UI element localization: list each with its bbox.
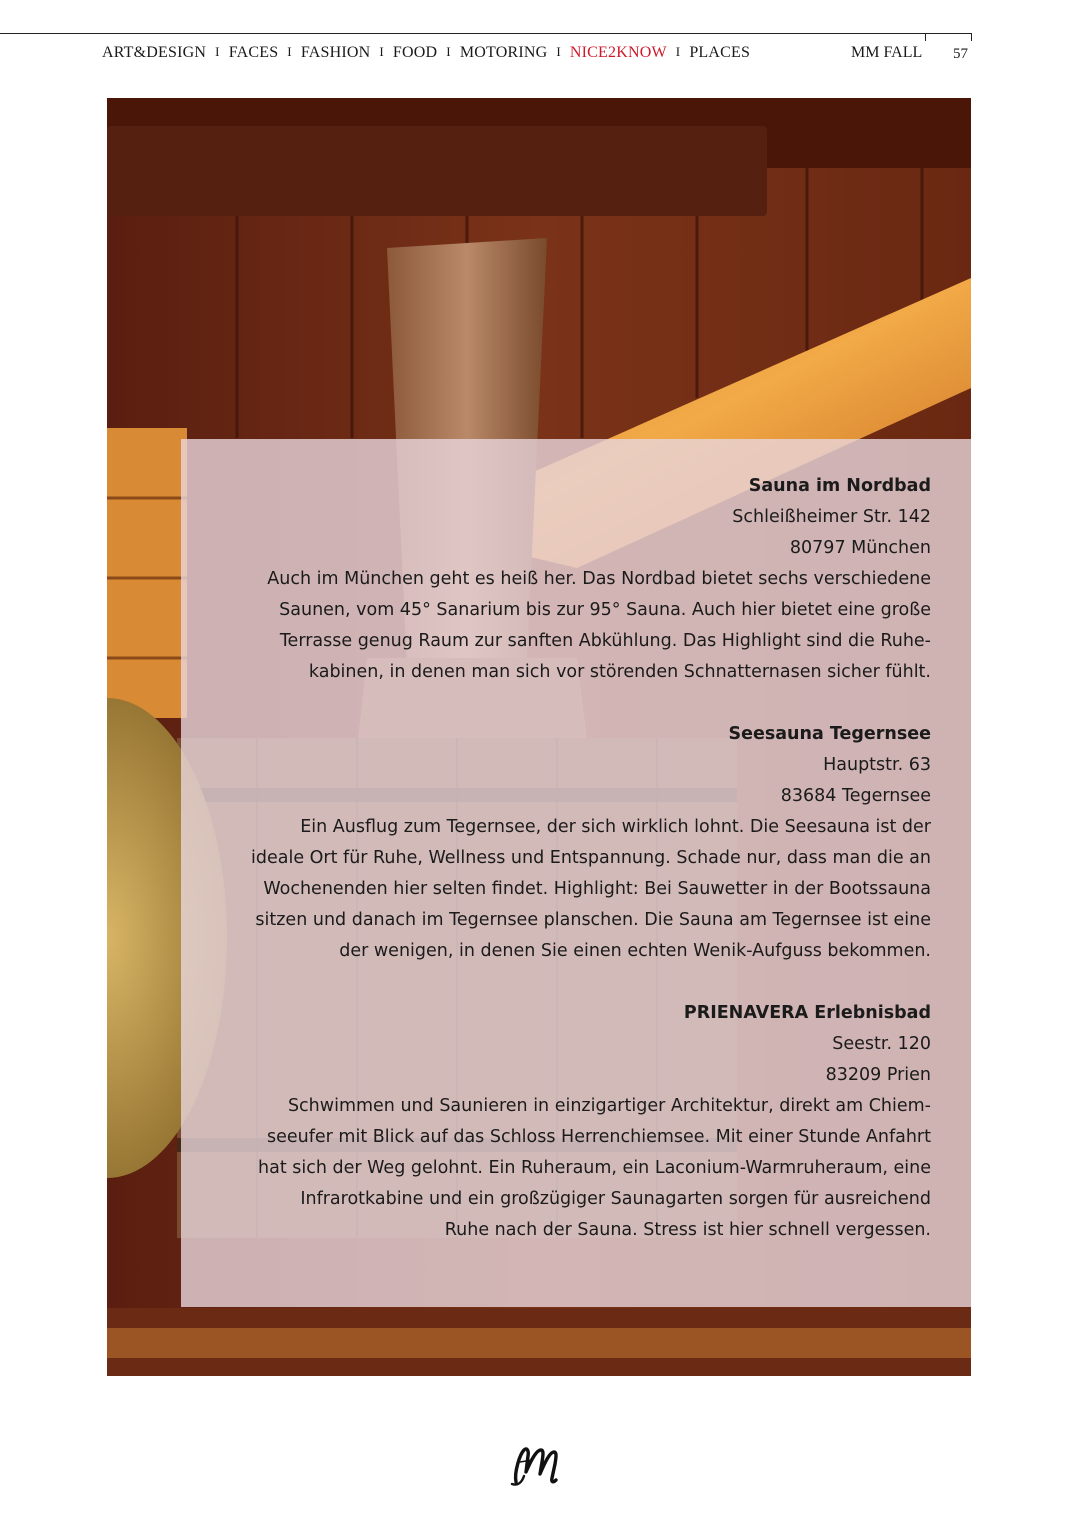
entry-name: PRIENAVERA Erlebnisbad	[683, 1003, 931, 1023]
nav-item-food[interactable]: FOOD	[392, 44, 438, 61]
page-number: 57	[953, 46, 968, 62]
entry-description-line: der wenigen, in denen Sie einen echten Wenik-Aufguss bekommen.	[339, 941, 931, 961]
entry-city: 80797 München	[789, 538, 931, 558]
issue-label: MM FALL	[851, 44, 923, 61]
nav-item-fashion[interactable]: FASHION	[300, 44, 371, 61]
entry-description-line: Ein Ausflug zum Tegernsee, der sich wirklich lohnt. Die Seesauna ist der	[300, 817, 931, 837]
header-rule-tick	[971, 33, 972, 41]
entry-street: Seestr. 120	[832, 1034, 931, 1054]
entry-street: Schleißheimer Str. 142	[732, 507, 931, 527]
entry-description-line: Saunen, vom 45° Sanarium bis zur 95° Sauna. Auch hier bietet eine große	[279, 600, 931, 620]
nav-item-nice2know[interactable]: NICE2KNOW	[569, 44, 667, 61]
nav-separator: I	[287, 44, 292, 59]
entry-street: Hauptstr. 63	[823, 755, 931, 775]
entry-description-line: Terrasse genug Raum zur sanften Abkühlung. Das Highlight sind die Ruhe-	[279, 631, 931, 651]
sauna-list	[211, 471, 931, 1277]
entry-description-line: Wochenenden hier selten findet. Highlight: Bei Sauwetter in der Bootssauna	[263, 879, 931, 899]
sauna-entry	[211, 998, 931, 1246]
nav-separator: I	[675, 44, 681, 59]
entry-name: Sauna im Nordbad	[748, 476, 931, 496]
entry-description-line: seeufer mit Blick auf das Schloss Herrenchiemsee. Mit einer Stunde Anfahrt	[266, 1127, 931, 1147]
nav-item-art-design[interactable]: ART&DESIGN	[102, 44, 207, 61]
nav-item-places[interactable]: PLACES	[689, 44, 751, 61]
entry-description-line: Infrarotkabine und ein großzügiger Saunagarten sorgen für ausreichend	[300, 1189, 931, 1209]
entry-name: Seesauna Tegernsee	[728, 724, 931, 744]
entry-city: 83209 Prien	[825, 1065, 931, 1085]
nav-separator: I	[556, 44, 561, 59]
nav-separator: I	[379, 44, 384, 59]
nav-separator: I	[446, 44, 451, 59]
sauna-entry	[211, 471, 931, 688]
entry-description-line: kabinen, in denen man sich vor störenden Schnatternasen sicher fühlt.	[308, 662, 931, 682]
entry-description-line: Auch im München geht es heiß her. Das Nordbad bietet sechs verschiedene	[267, 569, 931, 589]
nav-item-motoring[interactable]: MOTORING	[459, 44, 548, 61]
text-panel	[181, 439, 971, 1307]
nav-item-faces[interactable]: FACES	[228, 44, 279, 61]
entry-description-line: Ruhe nach der Sauna. Stress ist hier schnell vergessen.	[444, 1220, 931, 1240]
nav-separator: I	[215, 44, 220, 59]
sauna-entry	[211, 719, 931, 967]
section-nav	[102, 42, 750, 64]
entry-description-line: sitzen und danach im Tegernsee planschen. Die Sauna am Tegernsee ist eine	[255, 910, 931, 930]
entry-city: 83684 Tegernsee	[780, 786, 931, 806]
magazine-m-logo-icon	[510, 1442, 560, 1488]
entry-description-line: Schwimmen und Saunieren in einzigartiger Architektur, direkt am Chiem-	[287, 1096, 931, 1116]
entry-description-line: ideale Ort für Ruhe, Wellness und Entspannung. Schade nur, dass man die an	[251, 848, 931, 868]
sauna-photo	[107, 98, 971, 1376]
header-rule	[0, 33, 972, 34]
header-rule-tick	[925, 33, 926, 41]
entry-description-line: hat sich der Weg gelohnt. Ein Ruheraum, ein Laconium-Warmruheraum, eine	[258, 1158, 931, 1178]
